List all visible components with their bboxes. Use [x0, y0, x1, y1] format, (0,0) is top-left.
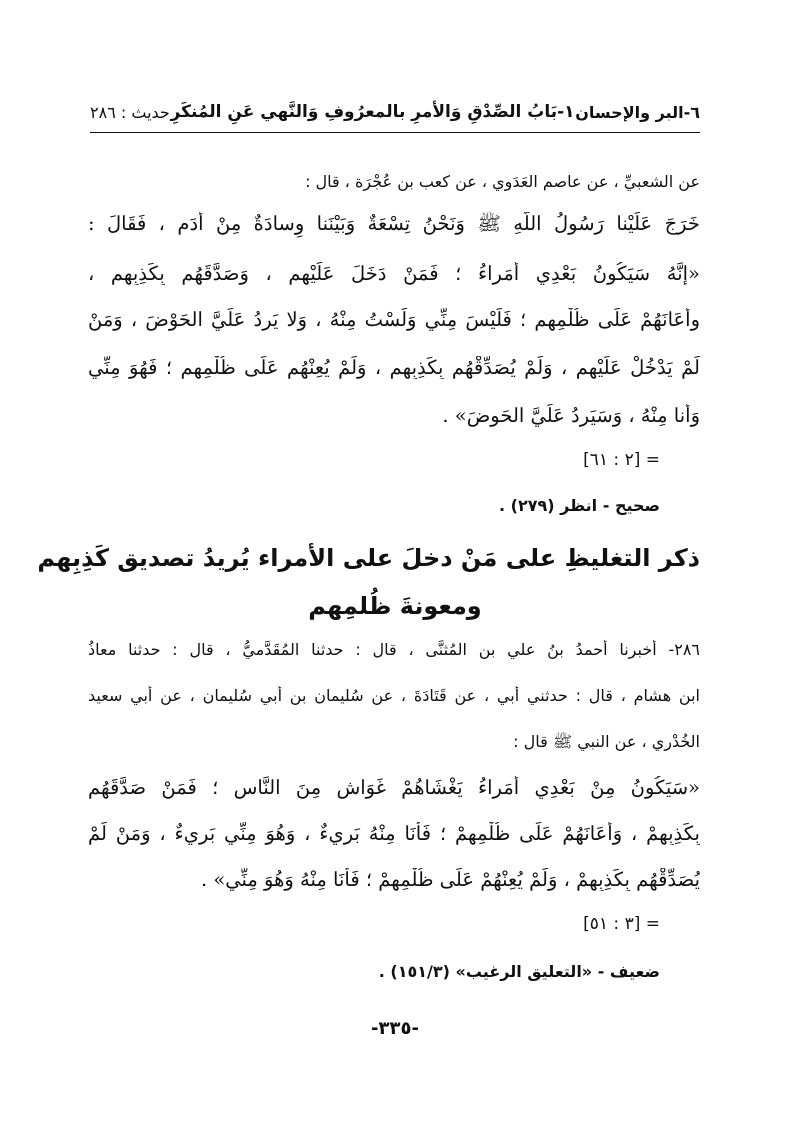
cross-reference-286: = [٣ : ٥١] [583, 914, 660, 934]
matn-286-line-3: يُصَدِّقْهُم بِكَذِبِهِمْ ، وَلَمْ يُعِنْهُمْ عَلَى ظُلْمِهِمْ ؛ فَأَنَا مِنْهُ وَهُوَ مِنِّي» . [200, 868, 700, 891]
matn-285-line-4: لَمْ يَدْخُلْ عَلَيْهِم ، وَلَمْ يُصَدِّقْهُم بِكَذِبِهِم ، وَلَمْ يُعِنْهُم عَلَى ظُلْمِهِم ؛ فَهُوَ مِنِّي [88, 356, 700, 379]
matn-286-line-1: «سَيَكُونُ مِنْ بَعْدِي أُمَراءُ يَغْشَاهُمْ غَوَاشٍ مِنَ النَّاسِ ؛ فَمَنْ صَدَّقَهُم [88, 776, 700, 799]
header-hadith-number: حديث : ٢٨٦ [90, 102, 170, 122]
chain-end-line: عن الشعبيِّ ، عن عاصم العَدَوي ، عن كعب بن عُجْرَة ، قال : [305, 172, 700, 191]
isnad-286-line-2: ابن هشام ، قال : حدثني أبي ، عن قَتَادَةَ ، عن سُليمان بن أبي سُليمان ، عن أبي سعيد [88, 686, 700, 705]
running-header [90, 95, 700, 129]
chapter-title-line-2: ومعونةَ ظُلمِهم [308, 592, 482, 620]
grade-285: صحيح - انظر (٢٧٩) . [498, 496, 660, 515]
grade-286: ضعيف - «التعليق الرغيب» (١٥١/٣) . [378, 962, 660, 981]
matn-285-line-2: «إِنَّهُ سَيَكُونُ بَعْدِي أُمَراءُ ؛ فَمَنْ دَخَلَ عَلَيْهِم ، وَصَدَّقَهُم بِكَذِبِهِم ، [88, 262, 700, 285]
cross-reference-285: = [٢ : ٦١] [583, 450, 660, 470]
page-number: -٣٣٥- [371, 1018, 419, 1039]
chapter-title-line-1: ذكر التغليظِ على مَنْ دخلَ على الأمراء يُريدُ تصديق كَذِبِهم [37, 544, 700, 572]
matn-286-line-2: بِكَذِبِهِمْ ، وَأَعَانَهُمْ عَلَى ظُلْمِهِمْ ؛ فَأَنَا مِنْهُ بَرِيءٌ ، وَهُوَ مِنِّي بَرِيءٌ ، وَمَنْ لَمْ [88, 822, 700, 845]
isnad-286-line-3: الخُدْري ، عن النبي ﷺ قال : [513, 732, 700, 751]
matn-285-line-3: وأَعَانَهُمْ عَلَى ظُلْمِهِم ؛ فَلَيْسَ مِنِّي وَلَسْتُ مِنْهُ ، وَلا يَرِدُ عَلَيَّ الحَوْضَ ، وَمَنْ [88, 308, 700, 331]
matn-285-line-1: خَرَجَ عَلَيْنا رَسُولُ اللّهِ ﷺ وَنَحْنُ تِسْعَةٌ وَبَيْنَنا وِسادَةٌ مِنْ أَدَم ، فَقَالَ : [88, 212, 700, 235]
matn-285-line-5: وَأَنا مِنْهُ ، وَسَيَرِدُ عَلَيَّ الحَوضَ» . [442, 404, 700, 427]
header-section: ١-بَابُ الصِّدْقِ وَالأمرِ بالمعرُوفِ وَالنَّهي عَنِ المُنكَرِ [170, 102, 575, 122]
header-chapter: ٦-البر والإحسان [575, 102, 700, 122]
header-divider [90, 132, 700, 133]
isnad-286-line-1: ٢٨٦- أخبرنا أحمدُ بنُ علي بن المُثنَّى ، قال : حدثنا المُقَدَّميُّ ، قال : حدثنا معاذُ [88, 640, 700, 659]
